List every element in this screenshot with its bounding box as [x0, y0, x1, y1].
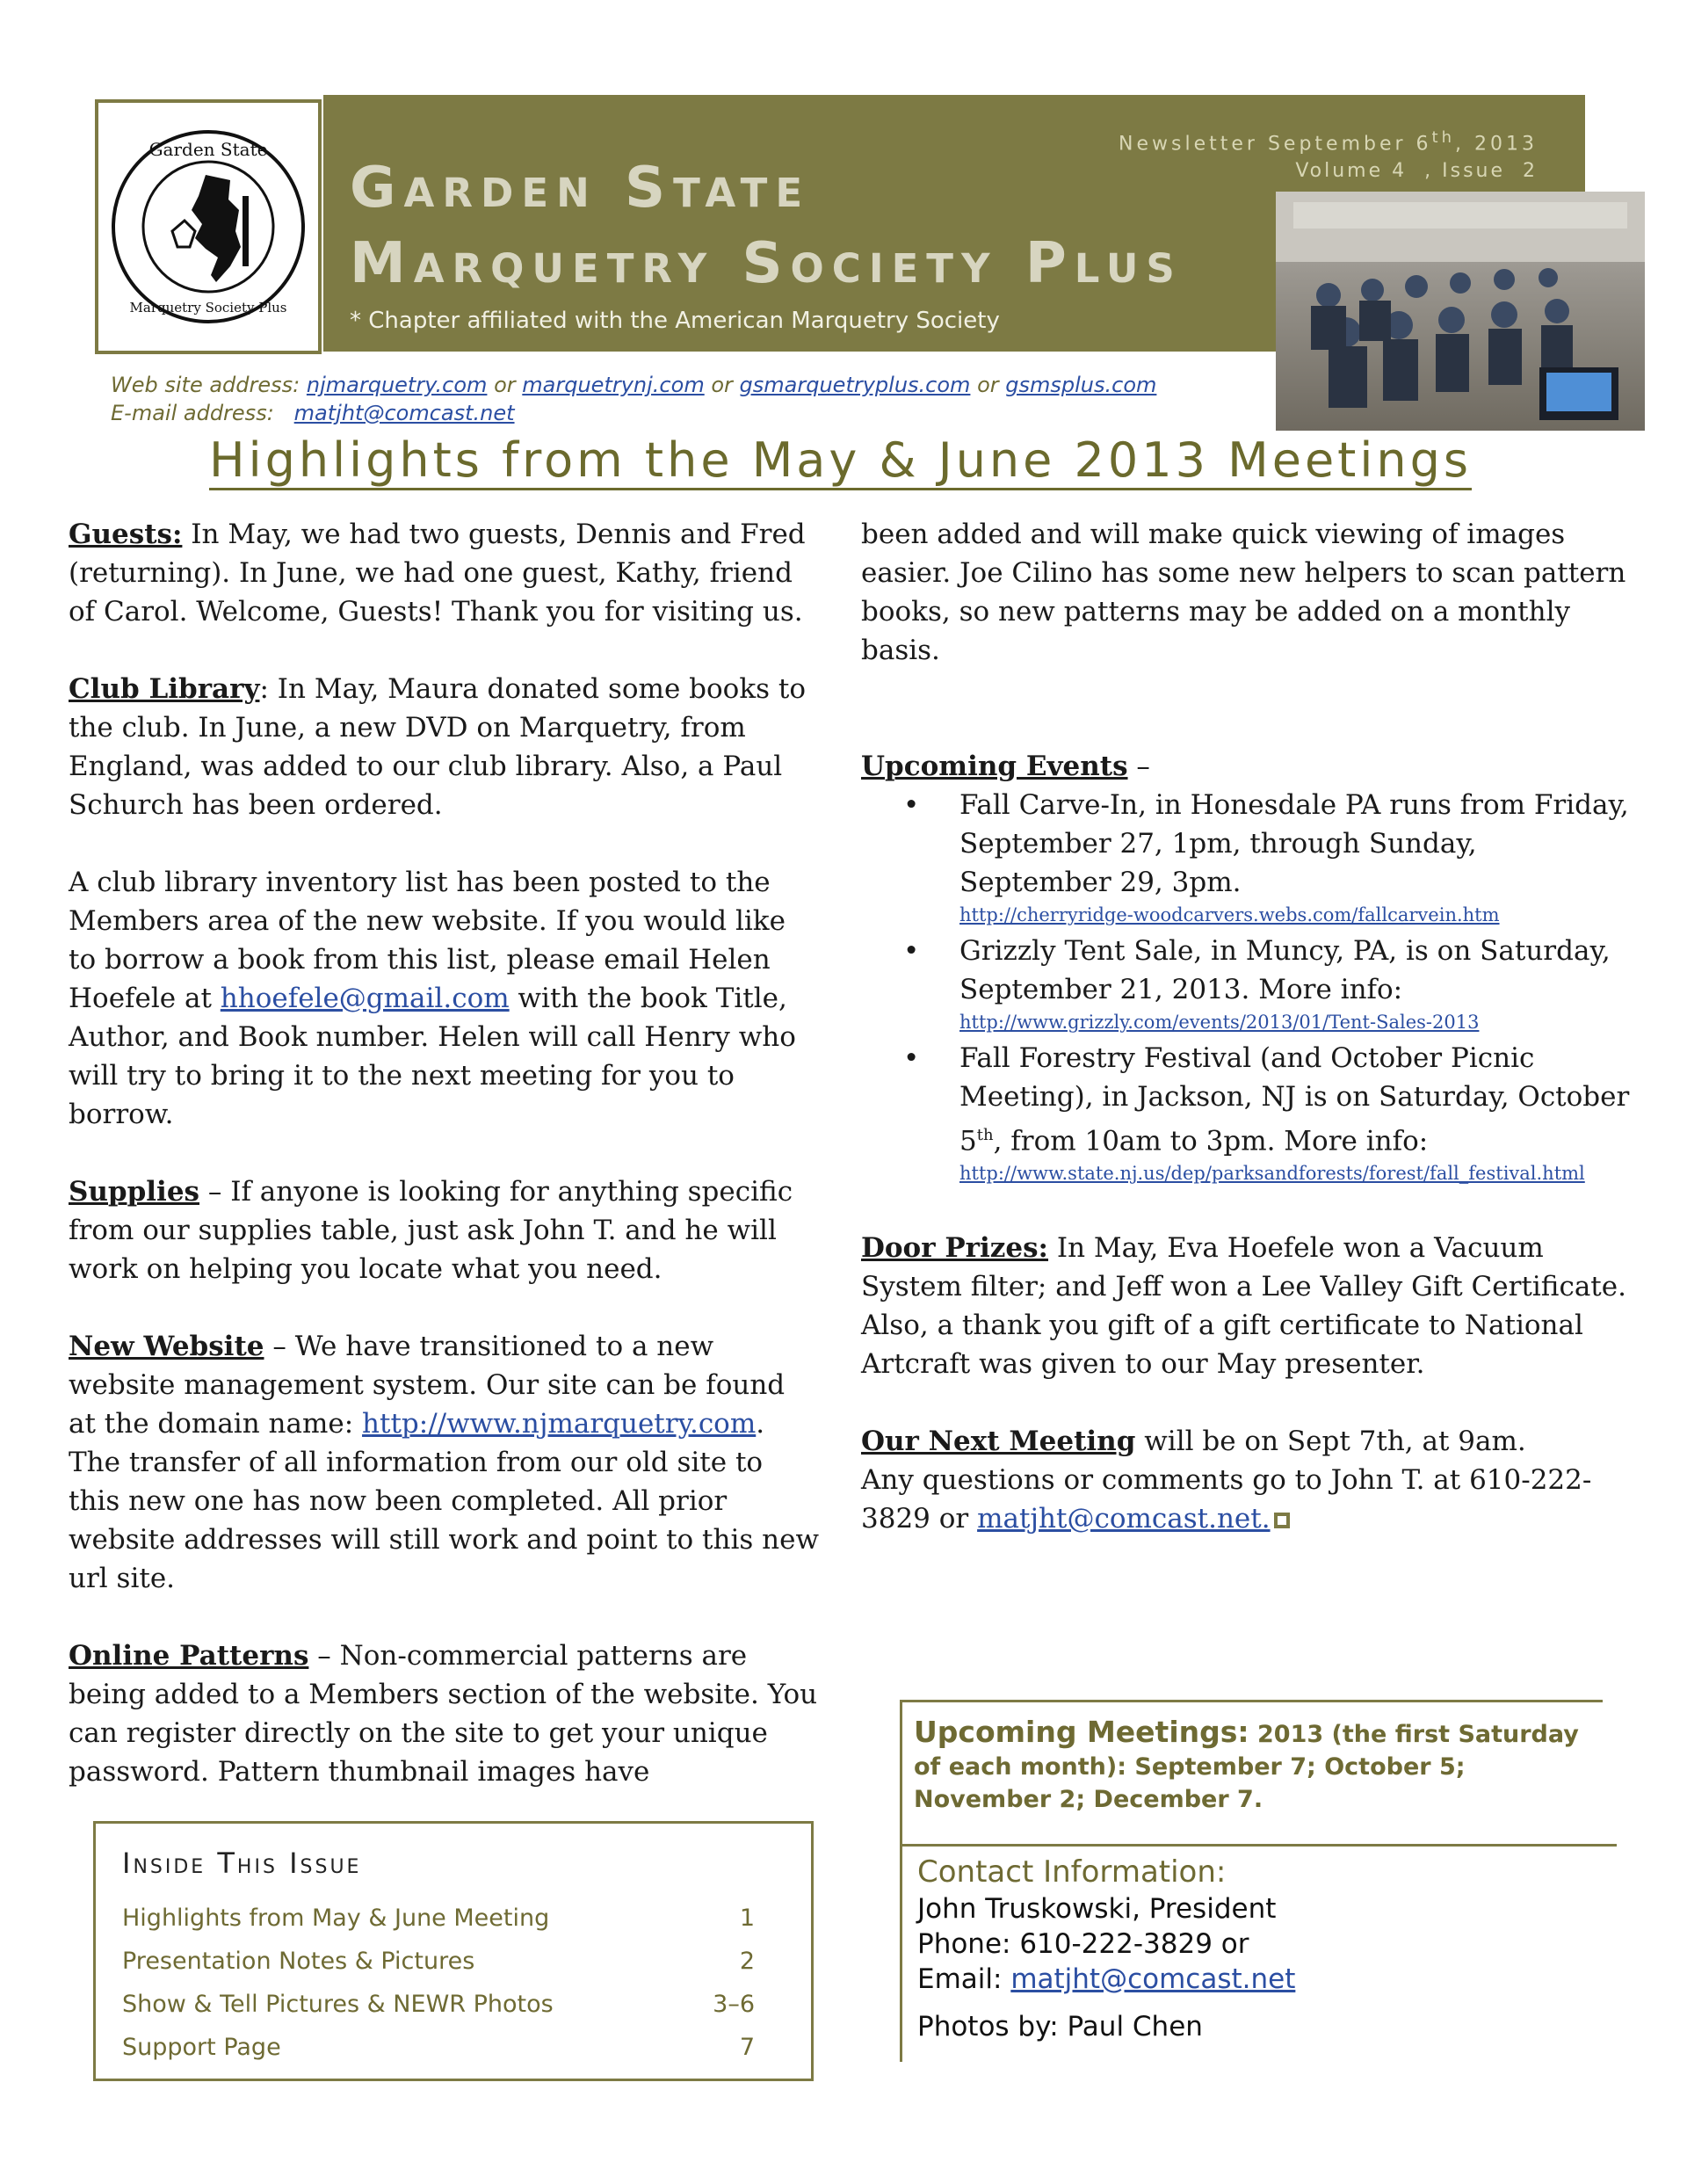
bullet-icon: • — [903, 935, 920, 967]
svg-text:Garden State: Garden State — [148, 139, 268, 160]
logo-box — [95, 99, 322, 354]
website-link-2[interactable]: marquetrynj.com — [522, 373, 705, 397]
toc-item[interactable]: Support Page 7 — [122, 2034, 755, 2061]
meeting-photo — [1276, 192, 1645, 431]
toc-title: Inside This Issue — [122, 1847, 362, 1880]
contact-information — [917, 1854, 1603, 2044]
toc-item[interactable]: Highlights from May & June Meeting 1 — [122, 1905, 755, 1932]
society-logo — [107, 126, 309, 328]
contact-title: Contact Information: — [917, 1854, 1227, 1890]
library-heading: Club Library — [69, 673, 260, 705]
website-paragraph: New Website – We have transitioned to a new website management system. Our site can be found at the domain name: http://www.njmarquetry.com. The transfer of all information from our old site to this new one has now been completed. All prior website addresses will still work and point to this new url site. — [69, 1331, 819, 1594]
event-item: • Fall Carve-In, in Honesdale PA runs from Friday, September 27, 1pm, through Sunday, September 29, 3pm. http://cherryridge-woodcarvers.webs.com/fallcarvein.htm — [959, 786, 1634, 928]
right-column — [861, 515, 1634, 1538]
supplies-heading: Supplies — [69, 1176, 200, 1208]
meetings-rule-left — [900, 1700, 902, 2062]
meeting-photo-illustration — [1276, 192, 1645, 431]
upcoming-meetings-label: Upcoming Meetings: — [914, 1715, 1249, 1749]
questions-email-link[interactable]: matjht@comcast.net. — [977, 1503, 1271, 1535]
guests-paragraph: Guests: In May, we had two guests, Dennis and Fred (returning). In June, we had one guest, Kathy, friend of Carol. Welcome, Guests! Thank you for visiting us. — [69, 519, 806, 628]
event-item: • Fall Forestry Festival (and October Picnic Meeting), in Jackson, NJ is on Saturday, October 5th, from 10am to 3pm. More info: http://www.state.nj.us/dep/parksandforests/forest/fall_festival.html — [959, 1039, 1634, 1186]
patterns-continued: been added and will make quick viewing of images easier. Joe Cilino has some new helpers to scan pattern books, so new patterns may be added on a monthly basis. — [861, 519, 1626, 666]
website-link-1[interactable]: njmarquetry.com — [306, 373, 488, 397]
event-link-grizzly[interactable]: http://www.grizzly.com/events/2013/01/Tent-Sales-2013 — [959, 1012, 1480, 1033]
website-heading: New Website — [69, 1331, 264, 1362]
page-title: Highlights from the May & June 2013 Meetings — [209, 434, 1472, 490]
supplies-paragraph: Supplies – If anyone is looking for anything specific from our supplies table, just ask John T. and he will work on helping you locate what you need. — [69, 1176, 793, 1285]
website-link-4[interactable]: gsmsplus.com — [1005, 373, 1157, 397]
toc-item[interactable]: Show & Tell Pictures & NEWR Photos 3–6 — [122, 1991, 755, 2018]
org-name-line2: Marquetry Society Plus — [350, 231, 1183, 296]
end-square-icon — [1274, 1513, 1290, 1528]
event-link-carvein[interactable]: http://cherryridge-woodcarvers.webs.com/fallcarvein.htm — [959, 904, 1500, 925]
library-paragraph: Club Library: In May, Maura donated some books to the club. In June, a new DVD on Marquetry, from England, was added to our club library. Also, a Paul Schurch has been ordered. — [69, 673, 806, 821]
patterns-paragraph: Online Patterns – Non-commercial patterns are being added to a Members section of the website. You can register directly on the site to get your unique password. Pattern thumbnail images have — [69, 1640, 818, 1788]
email-address: E-mail address: matjht@comcast.net — [111, 401, 515, 425]
inside-this-issue-box — [93, 1821, 814, 2081]
events-heading: Upcoming Events — [861, 751, 1128, 782]
left-column — [69, 515, 820, 1791]
affiliation-note: * Chapter affiliated with the American Marquetry Society — [350, 308, 1000, 334]
contact-name: John Truskowski, President — [917, 1893, 1277, 1925]
event-item: • Grizzly Tent Sale, in Muncy, PA, is on Saturday, September 21, 2013. More info: http://www.grizzly.com/events/2013/01/Tent-Sales-2013 — [959, 932, 1634, 1035]
photo-credit: Photos by: Paul Chen — [917, 2011, 1203, 2043]
next-meeting-heading: Our Next Meeting — [861, 1426, 1136, 1458]
svg-text:Marquetry Society Plus: Marquetry Society Plus — [129, 300, 287, 316]
contact-email-link[interactable]: matjht@comcast.net — [1010, 1963, 1296, 1995]
meetings-rule-divider — [900, 1844, 1617, 1847]
contact-phone: Phone: 610-222-3829 or — [917, 1928, 1249, 1960]
upcoming-meetings: Upcoming Meetings: 2013 (the first Saturday of each month): September 7; October 5; November 2; December 7. — [914, 1715, 1579, 1813]
njmarquetry-link[interactable]: http://www.njmarquetry.com — [362, 1408, 757, 1440]
library-inventory-paragraph: A club library inventory list has been posted to the Members area of the new website. If you would like to borrow a book from this list, please email Helen Hoefele at hhoefele@gmail.com with the book Title, Author, and Book number. Helen will call Henry who will try to bring it to the next meeting for you to borrow. — [69, 867, 796, 1130]
bullet-icon: • — [903, 789, 920, 821]
prizes-heading: Door Prizes: — [861, 1232, 1049, 1265]
bullet-icon: • — [903, 1042, 920, 1074]
org-name-line1: Garden State — [350, 156, 811, 221]
next-meeting-paragraph: Our Next Meeting will be on Sept 7th, at 9am. — [861, 1426, 1526, 1458]
volume-issue: Volume 4 , Issue 2 — [1295, 160, 1538, 182]
event-link-forestry[interactable]: http://www.state.nj.us/dep/parksandforests/forest/fall_festival.html — [959, 1163, 1585, 1185]
toc-item[interactable]: Presentation Notes & Pictures 2 — [122, 1948, 755, 1975]
contact-email-line: Email: matjht@comcast.net — [917, 1963, 1296, 1995]
website-addresses: Web site address: njmarquetry.com or marquetrynj.com or gsmarquetryplus.com or gsmsplus.com — [111, 373, 1157, 397]
helen-email-link[interactable]: hhoefele@gmail.com — [220, 983, 510, 1014]
meetings-rule-top — [900, 1700, 1603, 1702]
questions-paragraph: Any questions or comments go to John T. at 610-222-3829 or matjht@comcast.net. — [861, 1464, 1592, 1535]
events-heading-line: Upcoming Events – — [861, 751, 1150, 782]
patterns-heading: Online Patterns — [69, 1640, 309, 1672]
events-list — [861, 786, 1634, 1186]
guests-heading: Guests: — [69, 519, 183, 550]
header-email-link[interactable]: matjht@comcast.net — [293, 401, 515, 425]
newsletter-date: Newsletter September 6th, 2013 — [1119, 128, 1538, 156]
website-link-3[interactable]: gsmarquetryplus.com — [739, 373, 971, 397]
prizes-paragraph: Door Prizes: In May, Eva Hoefele won a Vacuum System filter; and Jeff won a Lee Valley Gift Certificate. Also, a thank you gift of a gift certificate to National Artcraft was given to our May presenter. — [861, 1232, 1626, 1381]
